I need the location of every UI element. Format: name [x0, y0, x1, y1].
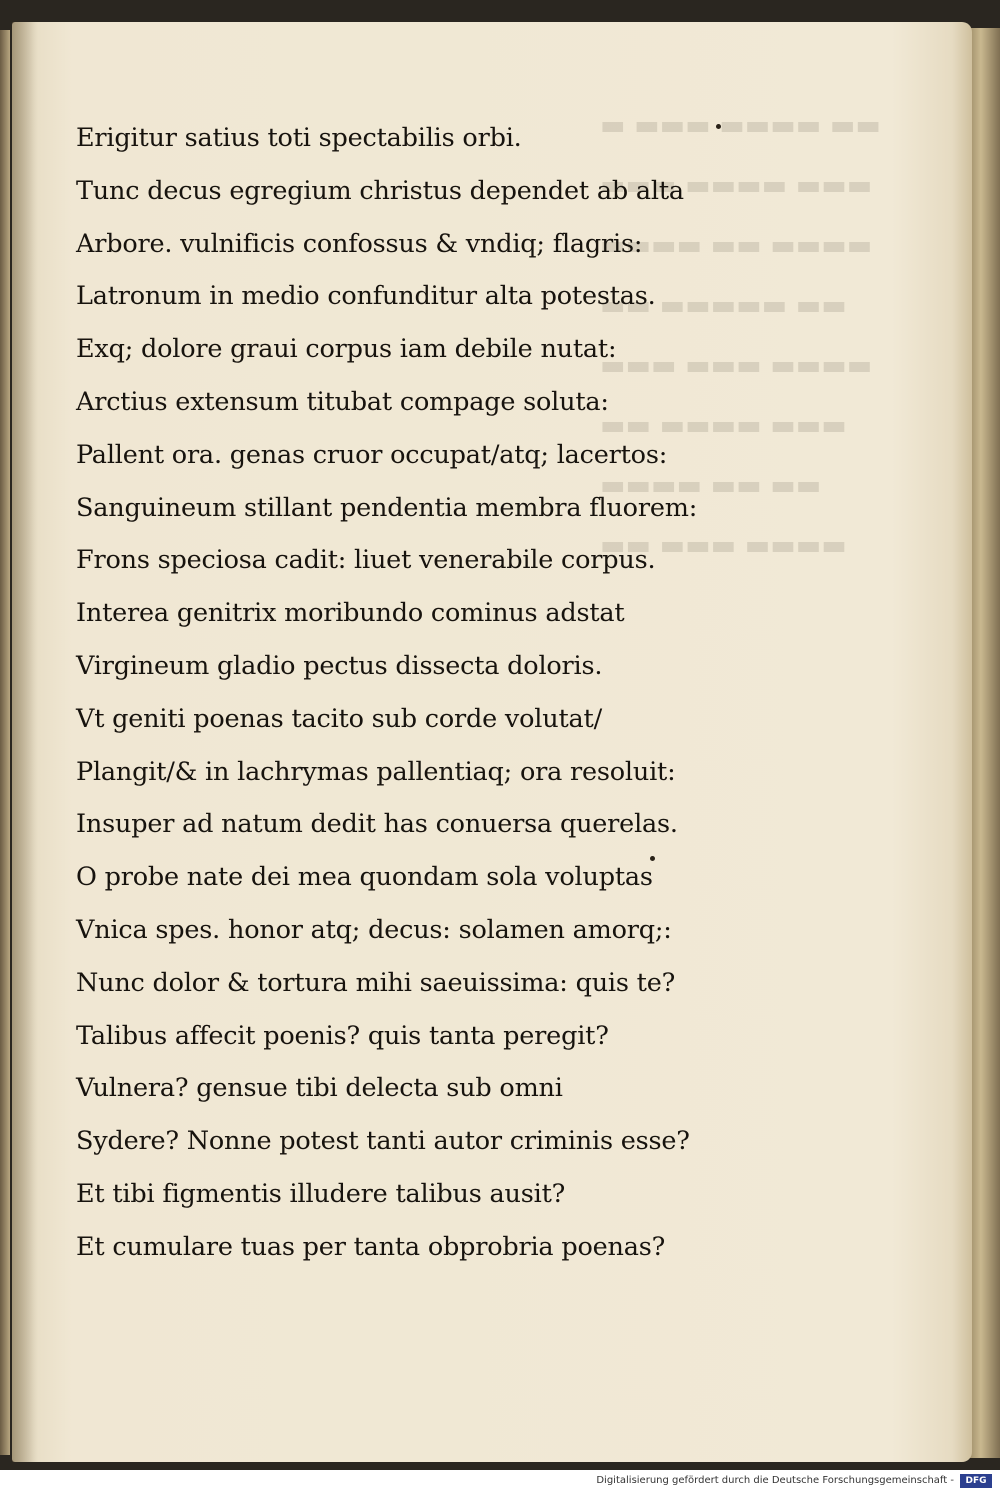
verse-line: Erigitur satius toti spectabilis orbi. [76, 123, 522, 153]
verse-line: Sydere? Nonne potest tanti autor criminis esse? [76, 1126, 690, 1157]
verse-line: Vnica spes. honor atq; decus: solamen amorq;: [76, 914, 672, 945]
verse-line: Insuper ad natum dedit has conuersa querelas. [76, 809, 678, 840]
dfg-logo-icon: DFG [960, 1474, 992, 1488]
digitization-footer [0, 1470, 1000, 1493]
verse-line: Frons speciosa cadit: liuet venerabile corpus. [76, 545, 656, 576]
verse-line: Pallent ora. genas cruor occupat/atq; lacertos: [76, 439, 668, 470]
footer-credit: Digitalisierung gefördert durch die Deutsche Forschungsgemeinschaft - [596, 1475, 954, 1486]
verse-line: Interea genitrix moribundo cominus adstat [76, 598, 625, 629]
verse-line: Et tibi figmentis illudere talibus ausit? [76, 1178, 566, 1209]
verse-line: Talibus affecit poenis? quis tanta peregit? [76, 1020, 609, 1051]
gutter-shadow [12, 22, 38, 1462]
verse-line: Sanguineum stillant pendentia membra fluorem: [76, 492, 698, 523]
verse-line: Vt geniti poenas tacito sub corde volutat/ [76, 703, 602, 734]
verse-line: Virgineum gladio pectus dissecta doloris. [76, 650, 603, 681]
ink-speck [716, 124, 721, 129]
verse-text-block [76, 118, 698, 1280]
verse-line: O probe nate dei mea quondam sola voluptas [76, 862, 653, 893]
ink-speck [650, 856, 655, 861]
verse-line: Vulnera? gensue tibi delecta sub omni [76, 1073, 563, 1104]
verse-line: Tunc decus egregium christus dependet ab alta [76, 175, 684, 206]
verse-line: Arctius extensum titubat compage soluta: [76, 386, 609, 417]
verse-line: Arbore. vulnificis confossus & vndiq; flagris: [76, 228, 643, 259]
verse-line: Exq; dolore graui corpus iam debile nutat: [76, 334, 617, 365]
book-right-edge [968, 28, 1000, 1458]
book-left-edge [0, 30, 10, 1455]
verse-line: Et cumulare tuas per tanta obprobria poenas? [76, 1231, 666, 1262]
verse-line: Latronum in medio confunditur alta potestas. [76, 281, 656, 312]
verse-line: Plangit/& in lachrymas pallentiaq; ora resoluit: [76, 756, 676, 787]
verse-line: Nunc dolor & tortura mihi saeuissima: quis te? [76, 967, 676, 998]
